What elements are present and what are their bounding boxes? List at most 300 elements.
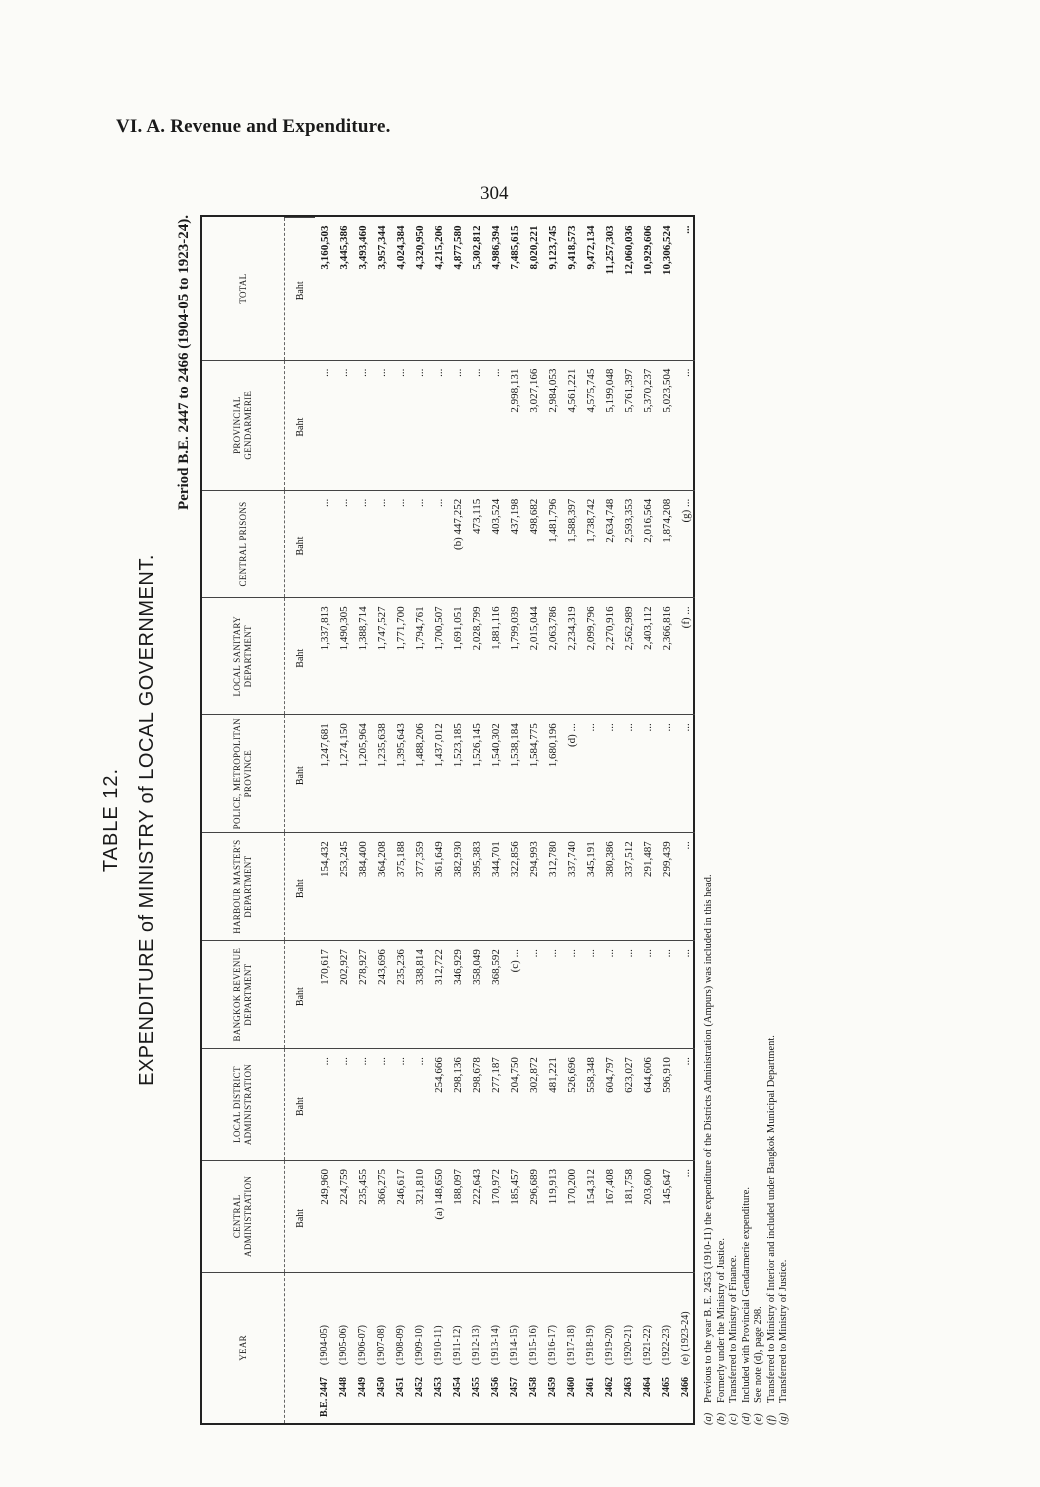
value-cell: ... — [581, 941, 600, 1049]
value-cell: 1,337,813 — [315, 598, 334, 715]
value-cell: ... — [410, 1049, 429, 1161]
value-cell: 4,575,745 — [581, 360, 600, 490]
value-cell: 145,647 — [657, 1160, 676, 1272]
be-year: 2451 — [395, 1377, 406, 1397]
value-cell: 377,359 — [410, 833, 429, 941]
value-cell: ... — [619, 941, 638, 1049]
year-cell — [581, 1272, 600, 1423]
value-cell: 243,696 — [372, 941, 391, 1049]
unit-cell: Baht — [285, 598, 316, 715]
gregorian-year: (1916-17) — [547, 1325, 558, 1365]
gregorian-year: (1915-16) — [528, 1325, 539, 1365]
be-year: 2452 — [414, 1377, 425, 1397]
value-cell: 1,588,397 — [562, 490, 581, 598]
table-subtitle: EXPENDITURE of MINISTRY of LOCAL GOVERNMENT. — [136, 554, 158, 1086]
value-cell: 2,403,112 — [638, 598, 657, 715]
value-cell: ... — [448, 360, 467, 490]
value-cell: 5,761,397 — [619, 360, 638, 490]
be-year: 2463 — [623, 1377, 634, 1397]
gregorian-year: (1921-22) — [642, 1325, 653, 1365]
year-cell — [391, 1272, 410, 1423]
gregorian-year: (1905-06) — [338, 1325, 349, 1365]
be-year: 2457 — [509, 1377, 520, 1397]
value-cell: (b) 447,252 — [448, 490, 467, 598]
value-cell: (a) 148,650 — [429, 1160, 448, 1272]
value-cell: 361,649 — [429, 833, 448, 941]
value-cell: ... — [638, 715, 657, 833]
value-cell: 235,236 — [391, 941, 410, 1049]
value-cell: ... — [429, 490, 448, 598]
be-year: 2448 — [338, 1377, 349, 1397]
value-cell: 375,188 — [391, 833, 410, 941]
footnote-label: (d) — [740, 1412, 752, 1425]
value-cell: 1,488,206 — [410, 715, 429, 833]
table-frame — [200, 215, 695, 1425]
value-cell: 2,998,131 — [505, 360, 524, 490]
period-line: Period B.E. 2447 to 2466 (1904-05 to 1923-24). — [176, 215, 192, 510]
value-cell: 2,562,989 — [619, 598, 638, 715]
gregorian-year: (1908-09) — [395, 1325, 406, 1365]
value-cell: ... — [353, 360, 372, 490]
total-cell: 10,306,524 — [660, 225, 673, 275]
value-cell: 498,682 — [524, 490, 543, 598]
value-cell: 278,927 — [353, 941, 372, 1049]
gregorian-year: (1914-15) — [509, 1325, 520, 1365]
total-cell: 11,257,303 — [603, 225, 616, 275]
unit-cell: Baht — [285, 941, 316, 1049]
value-cell: ... — [676, 1049, 695, 1161]
value-cell: 1,235,638 — [372, 715, 391, 833]
value-cell: ... — [391, 360, 410, 490]
footnote — [703, 215, 716, 1425]
be-year: 2450 — [376, 1377, 387, 1397]
value-cell: ... — [410, 490, 429, 598]
value-cell: 596,910 — [657, 1049, 676, 1161]
value-cell: ... — [334, 490, 353, 598]
gregorian-year: (1917-18) — [566, 1325, 577, 1365]
footnote — [766, 215, 779, 1425]
total-cell: 5,302,812 — [470, 225, 483, 270]
value-cell: 366,275 — [372, 1160, 391, 1272]
value-cell: ... — [600, 941, 619, 1049]
gregorian-year: (1918-19) — [585, 1325, 596, 1365]
value-cell: ... — [638, 941, 657, 1049]
column-header: POLICE, METROPOLITAN PROVINCE — [202, 715, 285, 833]
value-cell: ... — [600, 715, 619, 833]
column-header: CENTRAL PRISONS — [202, 490, 285, 598]
gregorian-year: (1922-23) — [661, 1325, 672, 1365]
be-year: 2465 — [661, 1377, 672, 1397]
year-cell — [524, 1272, 543, 1423]
value-cell: 1,205,964 — [353, 715, 372, 833]
value-cell: 4,561,221 — [562, 360, 581, 490]
total-cell: 4,215,206 — [432, 225, 445, 270]
total-cell: 9,123,745 — [546, 225, 559, 270]
total-cell: 4,320,950 — [413, 225, 426, 270]
value-cell: 481,221 — [543, 1049, 562, 1161]
value-cell: 294,993 — [524, 833, 543, 941]
gregorian-year: (1911-12) — [452, 1325, 463, 1365]
value-cell: ... — [334, 360, 353, 490]
value-cell: 154,432 — [315, 833, 334, 941]
value-cell: ... — [676, 833, 695, 941]
year-cell — [486, 1272, 505, 1423]
value-cell: 368,592 — [486, 941, 505, 1049]
value-cell: ... — [410, 360, 429, 490]
year-cell — [334, 1272, 353, 1423]
year-cell — [676, 1272, 695, 1423]
unit-cell: Baht — [285, 218, 316, 361]
value-cell: 395,383 — [467, 833, 486, 941]
gregorian-year: (1920-21) — [623, 1325, 634, 1365]
value-cell: 2,634,748 — [600, 490, 619, 598]
footnote-label: (g) — [778, 1412, 789, 1425]
unit-cell: Baht — [285, 833, 316, 941]
value-cell: 277,187 — [486, 1049, 505, 1161]
gregorian-year: (1913-14) — [490, 1325, 501, 1365]
value-cell: 224,759 — [334, 1160, 353, 1272]
footnotes — [703, 215, 791, 1425]
be-year: 2459 — [547, 1377, 558, 1397]
value-cell: 167,408 — [600, 1160, 619, 1272]
value-cell: 322,856 — [505, 833, 524, 941]
value-cell: 1,680,196 — [543, 715, 562, 833]
value-cell: 185,457 — [505, 1160, 524, 1272]
total-cell: 9,418,573 — [565, 225, 578, 270]
be-year: 2453 — [433, 1377, 444, 1397]
value-cell: ... — [619, 715, 638, 833]
value-cell: ... — [315, 1049, 334, 1161]
value-cell: ... — [581, 715, 600, 833]
table-row — [600, 218, 619, 1424]
table-row — [524, 218, 543, 1424]
rotated-table-page — [100, 215, 850, 1425]
value-cell: 246,617 — [391, 1160, 410, 1272]
value-cell: (c) ... — [505, 941, 524, 1049]
gregorian-year: (1907-08) — [376, 1325, 387, 1365]
value-cell: 1,490,305 — [334, 598, 353, 715]
footnote-text: Transferred to Ministry of Justice. — [778, 1259, 789, 1403]
total-cell: 3,160,503 — [318, 225, 331, 270]
footnote-text: Formerly under the Ministry of Justice. — [715, 1237, 727, 1403]
footnote-text: See note (d), page 298. — [753, 1306, 764, 1403]
value-cell: ... — [372, 360, 391, 490]
table-row — [391, 218, 410, 1424]
footnote-label: (e) — [753, 1413, 764, 1425]
value-cell: 5,199,048 — [600, 360, 619, 490]
value-cell: 2,593,353 — [619, 490, 638, 598]
unit-row — [285, 218, 316, 1424]
value-cell: ... — [676, 1160, 695, 1272]
value-cell: 291,487 — [638, 833, 657, 941]
be-prefix: B.E. — [319, 1398, 330, 1417]
footnote — [728, 215, 741, 1425]
table-row — [543, 218, 562, 1424]
value-cell: 1,794,761 — [410, 598, 429, 715]
footnote-label: (b) — [715, 1412, 727, 1425]
value-cell: 473,115 — [467, 490, 486, 598]
be-year: 2454 — [452, 1377, 463, 1397]
value-cell: 5,023,504 — [657, 360, 676, 490]
value-cell: 338,814 — [410, 941, 429, 1049]
unit-cell: Baht — [285, 360, 316, 490]
value-cell: 2,063,786 — [543, 598, 562, 715]
value-cell: 2,099,796 — [581, 598, 600, 715]
table-row — [448, 218, 467, 1424]
year-cell — [543, 1272, 562, 1423]
value-cell: 2,016,564 — [638, 490, 657, 598]
value-cell: ... — [372, 1049, 391, 1161]
table-row — [505, 218, 524, 1424]
value-cell: 1,437,012 — [429, 715, 448, 833]
table-row — [676, 218, 695, 1424]
value-cell: ... — [486, 360, 505, 490]
be-year: 2462 — [604, 1377, 615, 1397]
footnote-text: Included with Provincial Gendarmerie expenditure. — [740, 1186, 752, 1403]
total-cell: 3,445,386 — [337, 225, 350, 270]
be-year: 2466 — [680, 1377, 691, 1397]
total-cell: 4,877,580 — [451, 225, 464, 270]
value-cell: 2,984,053 — [543, 360, 562, 490]
column-header: BANGKOK REVENUE DEPARTMENT — [202, 941, 285, 1049]
value-cell: (d) ... — [562, 715, 581, 833]
value-cell: ... — [372, 490, 391, 598]
unit-cell: Baht — [285, 490, 316, 598]
year-cell — [372, 1272, 391, 1423]
value-cell: ... — [391, 490, 410, 598]
value-cell: 1,526,145 — [467, 715, 486, 833]
value-cell: 119,913 — [543, 1160, 562, 1272]
value-cell: 345,191 — [581, 833, 600, 941]
value-cell: 321,810 — [410, 1160, 429, 1272]
total-cell: 12,060,036 — [622, 225, 635, 275]
table-row — [429, 218, 448, 1424]
year-cell — [429, 1272, 448, 1423]
year-cell — [505, 1272, 524, 1423]
value-cell: 188,097 — [448, 1160, 467, 1272]
table-row — [486, 218, 505, 1424]
table-row — [353, 218, 372, 1424]
value-cell: ... — [676, 715, 695, 833]
value-cell: ... — [676, 360, 695, 490]
value-cell: 1,874,208 — [657, 490, 676, 598]
value-cell: 1,747,527 — [372, 598, 391, 715]
year-cell — [315, 1272, 334, 1423]
gregorian-year: (1909-10) — [414, 1325, 425, 1365]
footnote-text: Previous to the year B. E. 2453 (1910-11) the expenditure of the Districts Administration (Ampurs) was included in this head. — [703, 874, 714, 1403]
table-row — [581, 218, 600, 1424]
column-header: LOCAL DISTRICT ADMINISTRATION — [202, 1049, 285, 1161]
table-row — [467, 218, 486, 1424]
total-cell: 3,957,344 — [375, 225, 388, 270]
value-cell: 299,439 — [657, 833, 676, 941]
value-cell: ... — [676, 941, 695, 1049]
table-title: TABLE 12. — [100, 767, 122, 873]
table-body — [285, 218, 696, 1424]
column-header: LOCAL SANITARY DEPARTMENT — [202, 598, 285, 715]
value-cell: ... — [353, 1049, 372, 1161]
footnote-label: (c) — [728, 1413, 739, 1425]
value-cell: 1,481,796 — [543, 490, 562, 598]
value-cell: 1,799,039 — [505, 598, 524, 715]
total-cell: 3,493,460 — [356, 225, 369, 270]
value-cell: 403,524 — [486, 490, 505, 598]
value-cell: 3,027,166 — [524, 360, 543, 490]
be-year: 2449 — [357, 1377, 368, 1397]
year-cell — [467, 1272, 486, 1423]
value-cell: 1,395,643 — [391, 715, 410, 833]
year-cell — [353, 1272, 372, 1423]
total-cell: ... — [679, 225, 692, 234]
value-cell: 253,245 — [334, 833, 353, 941]
value-cell: 364,208 — [372, 833, 391, 941]
value-cell: 202,927 — [334, 941, 353, 1049]
column-header: PROVINCIAL GENDARMERIE — [202, 360, 285, 490]
be-year: 2461 — [585, 1377, 596, 1397]
value-cell: 312,722 — [429, 941, 448, 1049]
unit-cell: Baht — [285, 715, 316, 833]
unit-cell-empty — [285, 1272, 316, 1423]
section-heading: VI. A. Revenue and Expenditure. — [116, 116, 391, 137]
gregorian-year: (1904-05) — [319, 1325, 330, 1365]
value-cell: 1,523,185 — [448, 715, 467, 833]
value-cell: 623,027 — [619, 1049, 638, 1161]
total-cell: 9,472,134 — [584, 225, 597, 270]
value-cell: (g) ... — [676, 490, 695, 598]
table-row — [315, 218, 334, 1424]
value-cell: (f) ... — [676, 598, 695, 715]
value-cell: 298,136 — [448, 1049, 467, 1161]
value-cell: 2,366,816 — [657, 598, 676, 715]
value-cell: ... — [353, 490, 372, 598]
year-cell — [448, 1272, 467, 1423]
value-cell: 235,455 — [353, 1160, 372, 1272]
value-cell: 312,780 — [543, 833, 562, 941]
expenditure-table — [202, 217, 695, 1423]
value-cell: 154,312 — [581, 1160, 600, 1272]
value-cell: 1,691,051 — [448, 598, 467, 715]
value-cell: 2,028,799 — [467, 598, 486, 715]
value-cell: 382,930 — [448, 833, 467, 941]
total-cell: 7,485,615 — [508, 225, 521, 270]
value-cell: 344,701 — [486, 833, 505, 941]
value-cell: 1,388,714 — [353, 598, 372, 715]
unit-cell: Baht — [285, 1049, 316, 1161]
value-cell: ... — [429, 360, 448, 490]
value-cell: 604,797 — [600, 1049, 619, 1161]
value-cell: ... — [315, 490, 334, 598]
value-cell: 337,740 — [562, 833, 581, 941]
total-cell: 4,986,394 — [489, 225, 502, 270]
value-cell: 2,015,044 — [524, 598, 543, 715]
value-cell: 1,247,681 — [315, 715, 334, 833]
table-row — [657, 218, 676, 1424]
value-cell: 5,370,237 — [638, 360, 657, 490]
table-row — [638, 218, 657, 1424]
footnote-text: Transferred to Ministry of Interior and included under Bangkok Municipal Department. — [765, 1035, 777, 1403]
be-year: 2447 — [319, 1377, 330, 1397]
footnote — [716, 215, 729, 1425]
value-cell: 204,750 — [505, 1049, 524, 1161]
footnote — [753, 215, 766, 1425]
year-cell — [657, 1272, 676, 1423]
page-number: 304 — [480, 183, 509, 204]
value-cell: ... — [562, 941, 581, 1049]
value-cell: 302,872 — [524, 1049, 543, 1161]
value-cell: 181,758 — [619, 1160, 638, 1272]
column-header: YEAR — [202, 1272, 285, 1423]
table-row — [562, 218, 581, 1424]
column-header: HARBOUR MASTER'S DEPARTMENT — [202, 833, 285, 941]
value-cell: 298,678 — [467, 1049, 486, 1161]
year-cell — [619, 1272, 638, 1423]
value-cell: 249,960 — [315, 1160, 334, 1272]
value-cell: 1,738,742 — [581, 490, 600, 598]
value-cell: 558,348 — [581, 1049, 600, 1161]
value-cell: 1,881,116 — [486, 598, 505, 715]
value-cell: 170,200 — [562, 1160, 581, 1272]
value-cell: 170,617 — [315, 941, 334, 1049]
year-cell — [600, 1272, 619, 1423]
be-year: 2458 — [528, 1377, 539, 1397]
be-year: 2456 — [490, 1377, 501, 1397]
value-cell: 1,700,507 — [429, 598, 448, 715]
gregorian-year: (1912-13) — [471, 1325, 482, 1365]
footnote — [741, 215, 754, 1425]
value-cell: 1,538,184 — [505, 715, 524, 833]
year-cell — [562, 1272, 581, 1423]
total-cell: 4,024,384 — [394, 225, 407, 270]
be-year: 2460 — [566, 1377, 577, 1397]
value-cell: 203,600 — [638, 1160, 657, 1272]
value-cell: 222,643 — [467, 1160, 486, 1272]
value-cell: ... — [657, 715, 676, 833]
table-row — [372, 218, 391, 1424]
table-row — [334, 218, 353, 1424]
value-cell: ... — [657, 941, 676, 1049]
value-cell: ... — [524, 941, 543, 1049]
value-cell: ... — [543, 941, 562, 1049]
value-cell: ... — [334, 1049, 353, 1161]
value-cell: 2,234,319 — [562, 598, 581, 715]
gregorian-year: (1919-20) — [604, 1325, 615, 1365]
gregorian-year: (1910-11) — [433, 1325, 444, 1365]
value-cell: 1,540,302 — [486, 715, 505, 833]
value-cell: 437,198 — [505, 490, 524, 598]
value-cell: 384,400 — [353, 833, 372, 941]
footnote — [778, 215, 791, 1425]
footnote-label: (f) — [765, 1415, 777, 1425]
value-cell: 526,696 — [562, 1049, 581, 1161]
value-cell: 170,972 — [486, 1160, 505, 1272]
value-cell: ... — [467, 360, 486, 490]
gregorian-year: (1906-07) — [357, 1325, 368, 1365]
value-cell: 296,689 — [524, 1160, 543, 1272]
value-cell: 358,049 — [467, 941, 486, 1049]
table-row — [619, 218, 638, 1424]
value-cell: ... — [315, 360, 334, 490]
total-cell: 10,929,606 — [641, 225, 654, 275]
column-header: CENTRAL ADMINISTRATION — [202, 1160, 285, 1272]
value-cell: 346,929 — [448, 941, 467, 1049]
footnote-label: (a) — [703, 1412, 714, 1425]
header-row — [202, 218, 285, 1424]
footnote-text: Transferred to Ministry of Finance. — [728, 1254, 739, 1403]
value-cell: 1,274,150 — [334, 715, 353, 833]
year-cell — [410, 1272, 429, 1423]
value-cell: 1,584,775 — [524, 715, 543, 833]
value-cell: 380,386 — [600, 833, 619, 941]
